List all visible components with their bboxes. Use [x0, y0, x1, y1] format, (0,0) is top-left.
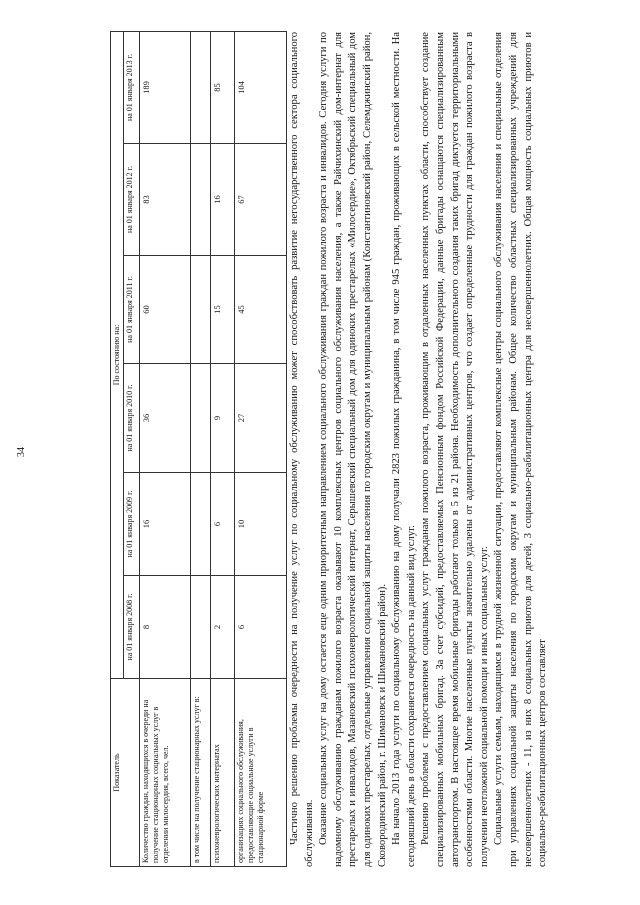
indicator-header: Показатель [111, 679, 140, 867]
row-label: организациях социального обслуживания, предоставляющие социальные услуги в стационарной форме [235, 679, 287, 867]
table-cell: 9 [211, 364, 235, 473]
table-cell: 67 [235, 144, 287, 256]
table-cell: 16 [211, 144, 235, 256]
date-column-header: на 01 января 2011 г. [124, 256, 140, 364]
table-row [191, 32, 211, 867]
date-column-header: на 01 января 2013 г. [124, 32, 140, 144]
table-cell: 6 [211, 473, 235, 576]
paragraph: Оказание социальных услуг на дому остается еще одним приоритетным направлением социального обслуживания граждан пожилого возраста и инвалидов. Сегодня услуги по надомному обслуживанию гражданам пожилого возраста оказывают 10 комплексных центров социального обслуживания населения, а также Райчихинский дом-интернат для престарелых и инвалидов, Мазановский психоневрологический интернат, Серышевский специальный дом для одиноких престарелых «Милосердие», Октябрьский специальный дом для одиноких престарелых, отдельные управления социальной защиты населения по городским округам и муниципальным районам (Константиновский район, Селемджинский район, Сковородинский район, г. Шимановск и Шимановский район). [318, 32, 388, 867]
date-column-header: на 01 января 2009 г. [124, 473, 140, 576]
state-header: По состоянию на: [111, 32, 124, 679]
table-cell: 83 [140, 144, 191, 256]
table-cell: 27 [235, 364, 287, 473]
statistics-table [110, 31, 287, 867]
table-cell [191, 32, 211, 144]
table-cell: 104 [235, 32, 287, 144]
date-column-header: на 01 января 2012 г. [124, 144, 140, 256]
table-cell: 6 [235, 576, 287, 679]
table-row [211, 32, 235, 867]
table-cell [191, 364, 211, 473]
table-row [235, 32, 287, 867]
row-label: психоневрологических интернатах [211, 679, 235, 867]
table-cell: 10 [235, 473, 287, 576]
paragraph: На начало 2013 года услуги по социальному обслуживанию на дому получали 2823 пожилых гражданина, в том числе 945 граждан, проживающих в сельской местности. На сегодняшний день в области сохраняется очередность на данный вид услуг. [391, 32, 417, 867]
table-cell [191, 144, 211, 256]
date-column-header: на 01 января 2010 г. [124, 364, 140, 473]
table-cell [191, 576, 211, 679]
table-cell: 60 [140, 256, 191, 364]
table-cell: 85 [211, 32, 235, 144]
table-cell: 36 [140, 364, 191, 473]
table-cell: 189 [140, 32, 191, 144]
paragraph: Решению проблемы с предоставлением социальных услуг гражданам пожилого возраста, проживающим в отдаленных населенных пунктах области, способствует создание специализированных мобильных бригад. За счет субсидий, предоставляемых Пенсионным фондом Российской Федерации, данные бригады оснащаются специализированным автотранспортом. В настоящее время мобильные бригады работают только в 5 из 21 района. Необходимость дополнительного создания таких бригад диктуется территориальными особенностями области. Многие населенные пункты значительно удалены от административных центров, что создает определенные трудности для граждан пожилого возраста в получении неотложной социальной помощи и иных социальных услуг. [420, 32, 490, 867]
paragraph: Социальные услуги семьям, находящимся в трудной жизненной ситуации, предоставляют комплексные центры социального обслуживания населения и специальные отделения при управлениях социальной защиты населения по городским округам и муниципальным районам. Общее количество областных специализированных учреждений для несовершеннолетних - 11, из них 8 социальных приютов для детей, 3 социально-реабилитационных центра для несовершеннолетних. Общая мощность социальных приютов и социально-реабилитационных центров составляет [493, 32, 549, 867]
table-cell: 15 [211, 256, 235, 364]
page-number: 34 [16, 447, 27, 457]
table-cell: 16 [140, 473, 191, 576]
table-cell [191, 256, 211, 364]
table-cell: 8 [140, 576, 191, 679]
table-cell: 45 [235, 256, 287, 364]
row-label: Количество граждан, находящихся в очереди на получение стационарных социальных услуг в отделении милосердия, всего, чел. [140, 679, 191, 867]
row-label: в том числе на получение стационарных услуг в: [191, 679, 211, 867]
table-row [140, 32, 191, 867]
paragraph: Частично решению проблемы очередности на получение услуг по социальному обслуживанию может способствовать развитие негосударственного сектора социального обслуживания. [289, 32, 315, 867]
date-column-header: на 01 января 2008 г. [124, 576, 140, 679]
body-text [288, 32, 551, 867]
table-cell [191, 473, 211, 576]
table-cell: 2 [211, 576, 235, 679]
